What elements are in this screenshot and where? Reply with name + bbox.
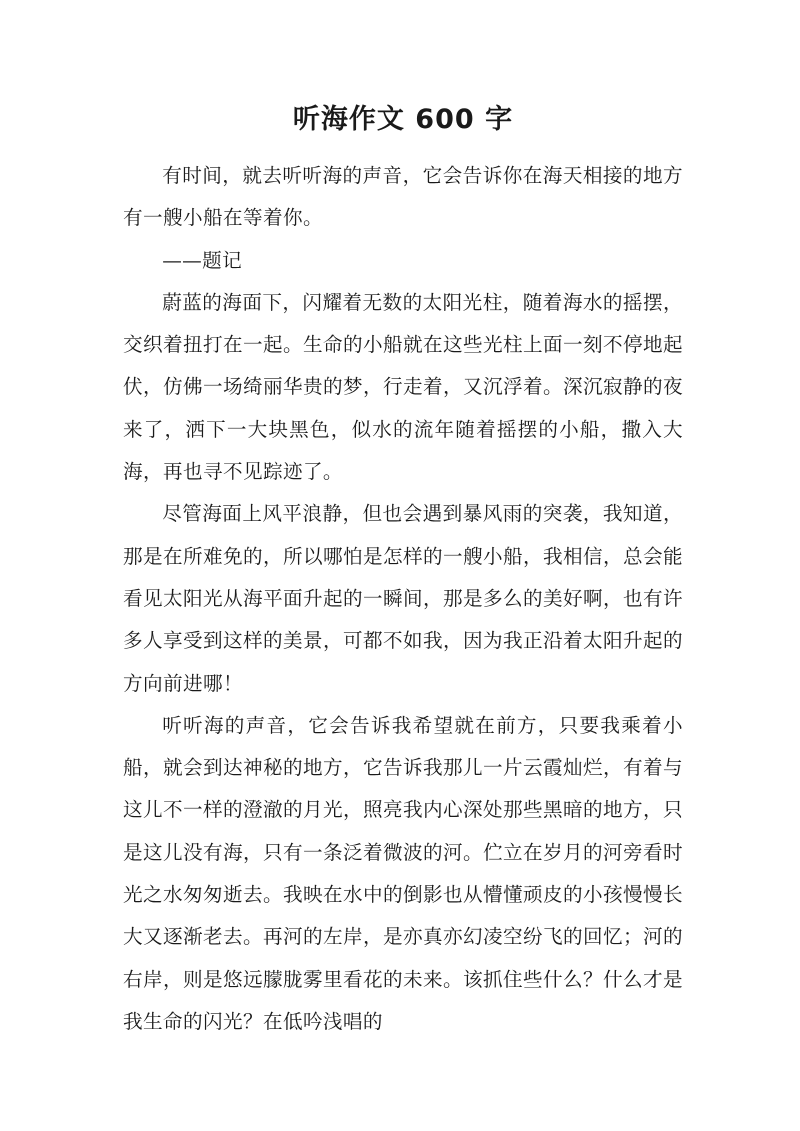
paragraph-listen-sea: 听听海的声音，它会告诉我希望就在前方，只要我乘着小船，就会到达神秘的地方，它告诉我那儿一片云霞灿烂，有着与这儿不一样的澄澈的月光，照亮我内心深处那些黑暗的地方，只是这儿没有海，只有一条泛着微波的河。伫立在岁月的河旁看时光之水匆匆逝去。我映在水中的倒影也从懵懂顽皮的小孩慢慢长大又逐渐老去。再河的左岸，是亦真亦幻凌空纷飞的回忆；河的右岸，则是悠远朦胧雾里看花的未来。该抓住些什么？什么才是我生命的闪光？在低吟浅唱的 <box>123 713 683 1033</box>
document-body <box>123 155 683 1043</box>
paragraph-sea-light: 蔚蓝的海面下，闪耀着无数的太阳光柱，随着海水的摇摆，交织着扭打在一起。生命的小船就在这些光柱上面一刻不停地起伏，仿佛一场绮丽华贵的梦，行走着，又沉浮着。深沉寂静的夜来了，洒下一大块黑色，似水的流年随着摇摆的小船，撒入大海，再也寻不见踪迹了。 <box>123 290 683 484</box>
paragraph-epigraph-attribution: ——题记 <box>162 248 243 272</box>
paragraph-storm: 尽管海面上风平浪静，但也会遇到暴风雨的突袭，我知道，那是在所难免的，所以哪怕是怎样的一艘小船，我相信，总会能看见太阳光从海平面升起的一瞬间，那是多么的美好啊，也有许多人享受到这样的美景，可都不如我，因为我正沿着太阳升起的方向前进哪！ <box>123 502 683 695</box>
document-page <box>123 96 683 1043</box>
document-title: 听海作文 600 字 <box>292 104 514 135</box>
paragraph-intro: 有时间，就去听听海的声音，它会告诉你在海天相接的地方有一艘小船在等着你。 <box>123 164 683 230</box>
